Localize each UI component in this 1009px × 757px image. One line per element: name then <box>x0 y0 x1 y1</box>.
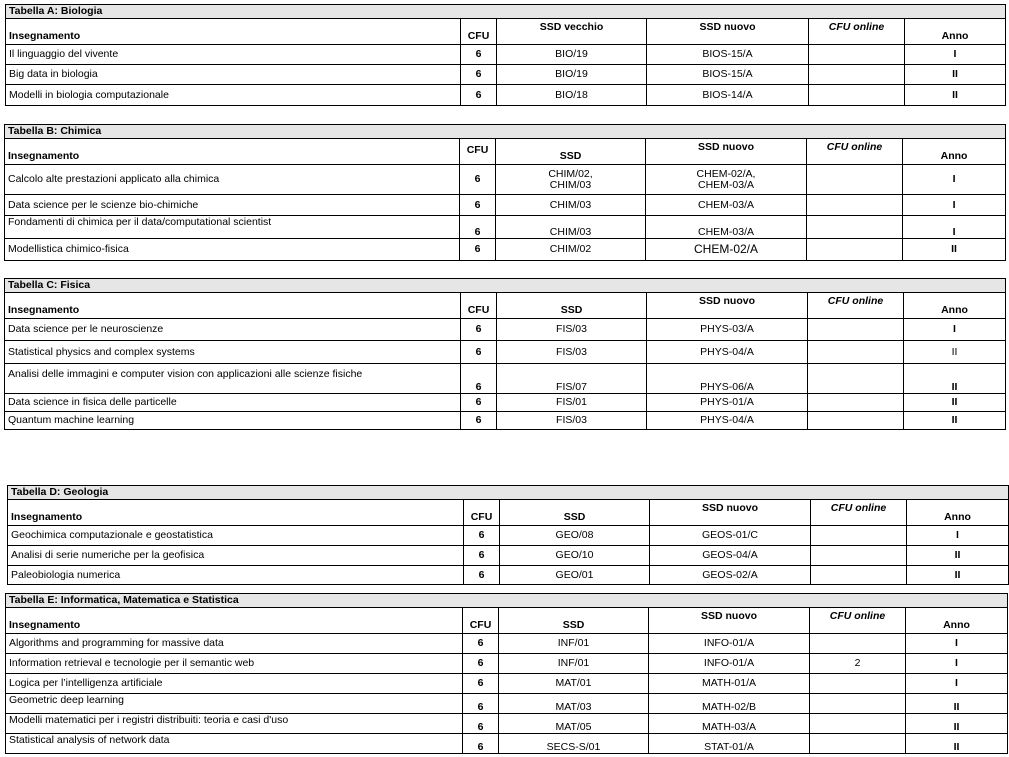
course-ssd-new: GEOS-01/C <box>650 526 811 546</box>
header-cfu-online: CFU online <box>807 139 903 165</box>
header-anno: Anno <box>906 608 1008 634</box>
course-ssd-old: FIS/07 <box>497 364 647 394</box>
header-insegnamento: Insegnamento <box>6 19 461 45</box>
course-anno: II <box>905 65 1006 85</box>
table-row <box>8 566 1009 585</box>
course-anno: I <box>907 526 1009 546</box>
header-cfu-online: CFU online <box>809 19 905 45</box>
header-ssd-nuovo: SSD nuovo <box>649 608 810 634</box>
course-anno: II <box>907 566 1009 585</box>
course-ssd-new: INFO-01/A <box>649 634 810 654</box>
header-cfu: CFU <box>461 293 497 319</box>
course-ssd-old: GEO/10 <box>500 546 650 566</box>
table-row <box>8 526 1009 546</box>
course-cfu: 6 <box>464 546 500 566</box>
table-row <box>5 341 1006 364</box>
table-title: Tabella B: Chimica <box>5 125 1006 139</box>
table-row <box>5 216 1006 239</box>
course-cfu: 6 <box>461 319 497 341</box>
course-ssd-new: PHYS-06/A <box>647 364 808 394</box>
header-ssd: SSD <box>499 608 649 634</box>
course-ssd-new: INFO-01/A <box>649 654 810 674</box>
course-cfu: 6 <box>463 674 499 694</box>
table-geologia <box>7 485 1009 585</box>
header-row <box>5 139 1006 165</box>
table-row <box>6 65 1006 85</box>
course-cfu-online <box>809 45 905 65</box>
course-cfu-online <box>809 85 905 106</box>
course-ssd-old: BIO/19 <box>497 65 647 85</box>
header-ssd-nuovo: SSD nuovo <box>646 139 807 165</box>
course-ssd-old: FIS/03 <box>497 412 647 430</box>
table-row <box>6 654 1008 674</box>
header-ssd-nuovo: SSD nuovo <box>647 293 808 319</box>
course-cfu-online <box>810 694 906 714</box>
course-name: Algorithms and programming for massive data <box>6 634 463 654</box>
header-cfu: CFU <box>461 19 497 45</box>
course-cfu-online <box>808 341 904 364</box>
table-row <box>6 674 1008 694</box>
table-row <box>5 239 1006 261</box>
course-cfu-online <box>811 546 907 566</box>
course-ssd-old: INF/01 <box>499 634 649 654</box>
header-insegnamento: Insegnamento <box>8 500 464 526</box>
table-fisica <box>4 278 1006 430</box>
table-biologia <box>5 4 1006 106</box>
header-cfu: CFU <box>464 500 500 526</box>
course-anno: II <box>907 546 1009 566</box>
table-chimica <box>4 124 1006 261</box>
course-ssd-new: CHEM-03/A <box>646 216 807 239</box>
course-name: Data science in fisica delle particelle <box>5 394 461 412</box>
course-cfu: 6 <box>461 412 497 430</box>
course-cfu-online <box>807 239 903 261</box>
table-row <box>6 634 1008 654</box>
header-ssd-vecchio: SSD vecchio <box>497 19 647 45</box>
course-cfu-online <box>807 195 903 216</box>
course-ssd-old: FIS/01 <box>497 394 647 412</box>
header-ssd: SSD <box>496 139 646 165</box>
course-ssd-old: MAT/01 <box>499 674 649 694</box>
course-ssd-old: FIS/03 <box>497 341 647 364</box>
course-cfu: 6 <box>461 364 497 394</box>
course-ssd-new: CHEM-03/A <box>646 195 807 216</box>
course-name: Statistical analysis of network data <box>6 734 463 754</box>
course-anno: I <box>905 45 1006 65</box>
course-cfu: 6 <box>460 165 496 195</box>
table-row <box>6 85 1006 106</box>
course-ssd-new: BIOS-14/A <box>647 85 809 106</box>
course-name: Logica per l’intelligenza artificiale <box>6 674 463 694</box>
course-anno: II <box>905 85 1006 106</box>
course-anno: II <box>906 734 1008 754</box>
table-row <box>5 364 1006 394</box>
course-cfu: 6 <box>463 634 499 654</box>
course-anno: II <box>906 714 1008 734</box>
course-name: Paleobiologia numerica <box>8 566 464 585</box>
table-title: Tabella A: Biologia <box>6 5 1006 19</box>
course-name: Modelli in biologia computazionale <box>6 85 461 106</box>
course-anno: II <box>904 364 1006 394</box>
table-row <box>6 45 1006 65</box>
course-anno: I <box>903 216 1006 239</box>
course-ssd-new: MATH-03/A <box>649 714 810 734</box>
course-anno: I <box>906 674 1008 694</box>
table-row <box>5 165 1006 195</box>
course-cfu-online <box>810 634 906 654</box>
course-cfu: 6 <box>461 85 497 106</box>
course-anno: II <box>904 412 1006 430</box>
course-anno: I <box>906 634 1008 654</box>
course-anno: I <box>903 165 1006 195</box>
course-ssd-old: SECS-S/01 <box>499 734 649 754</box>
course-cfu-online <box>808 319 904 341</box>
course-anno: I <box>903 195 1006 216</box>
table-row <box>8 546 1009 566</box>
course-ssd-new: GEOS-02/A <box>650 566 811 585</box>
table-row <box>5 412 1006 430</box>
table-informatica <box>5 593 1008 754</box>
course-name: Il linguaggio del vivente <box>6 45 461 65</box>
course-cfu-online <box>808 412 904 430</box>
header-cfu-online: CFU online <box>808 293 904 319</box>
header-row <box>6 19 1006 45</box>
course-cfu-online <box>811 566 907 585</box>
course-ssd-old: GEO/08 <box>500 526 650 546</box>
header-ssd: SSD <box>497 293 647 319</box>
course-cfu-online <box>810 714 906 734</box>
course-cfu: 6 <box>463 654 499 674</box>
course-anno: II <box>904 341 1006 364</box>
course-ssd-old: CHIM/03 <box>496 195 646 216</box>
course-ssd-new: MATH-02/B <box>649 694 810 714</box>
header-anno: Anno <box>905 19 1006 45</box>
course-ssd-new: GEOS-04/A <box>650 546 811 566</box>
course-cfu: 6 <box>463 694 499 714</box>
course-cfu: 6 <box>460 216 496 239</box>
course-cfu: 6 <box>464 566 500 585</box>
table-row <box>6 694 1008 714</box>
course-name: Quantum machine learning <box>5 412 461 430</box>
course-cfu: 6 <box>463 734 499 754</box>
course-anno: I <box>906 654 1008 674</box>
course-name: Data science per le neuroscienze <box>5 319 461 341</box>
course-ssd-new: BIOS-15/A <box>647 45 809 65</box>
header-insegnamento: Insegnamento <box>5 139 460 165</box>
course-ssd-old: INF/01 <box>499 654 649 674</box>
course-cfu-online <box>807 216 903 239</box>
table-title-row <box>6 594 1008 608</box>
header-row <box>6 608 1008 634</box>
course-ssd-new: PHYS-01/A <box>647 394 808 412</box>
course-name: Data science per le scienze bio-chimiche <box>5 195 460 216</box>
header-ssd: SSD <box>500 500 650 526</box>
course-cfu: 6 <box>463 714 499 734</box>
course-name: Analisi di serie numeriche per la geofisica <box>8 546 464 566</box>
header-ssd-nuovo: SSD nuovo <box>647 19 809 45</box>
header-row <box>5 293 1006 319</box>
header-cfu: CFU <box>460 139 496 165</box>
course-name: Statistical physics and complex systems <box>5 341 461 364</box>
course-cfu: 6 <box>460 195 496 216</box>
table-title: Tabella C: Fisica <box>5 279 1006 293</box>
course-name: Big data in biologia <box>6 65 461 85</box>
course-cfu-online <box>810 734 906 754</box>
course-cfu-online <box>807 165 903 195</box>
table-row <box>5 195 1006 216</box>
table-row <box>5 394 1006 412</box>
course-anno: I <box>904 319 1006 341</box>
course-ssd-old: MAT/05 <box>499 714 649 734</box>
header-cfu-online: CFU online <box>810 608 906 634</box>
course-cfu: 6 <box>464 526 500 546</box>
course-ssd-old: CHIM/03 <box>496 216 646 239</box>
course-ssd-old: BIO/19 <box>497 45 647 65</box>
course-cfu: 6 <box>460 239 496 261</box>
header-anno: Anno <box>904 293 1006 319</box>
course-name: Geometric deep learning <box>6 694 463 714</box>
course-ssd-new: PHYS-03/A <box>647 319 808 341</box>
course-ssd-new: CHEM-02/A <box>646 239 807 261</box>
course-ssd-old: GEO/01 <box>500 566 650 585</box>
course-anno: II <box>906 694 1008 714</box>
course-ssd-new: CHEM-02/A, CHEM-03/A <box>646 165 807 195</box>
table-row <box>6 714 1008 734</box>
course-ssd-old: FIS/03 <box>497 319 647 341</box>
header-row <box>8 500 1009 526</box>
course-ssd-new: PHYS-04/A <box>647 412 808 430</box>
course-name: Modelli matematici per i registri distribuiti: teoria e casi d'uso <box>6 714 463 734</box>
course-anno: II <box>903 239 1006 261</box>
course-cfu-online <box>809 65 905 85</box>
course-name: Analisi delle immagini e computer vision con applicazioni alle scienze fisiche <box>5 364 461 394</box>
header-insegnamento: Insegnamento <box>6 608 463 634</box>
course-name: Geochimica computazionale e geostatistica <box>8 526 464 546</box>
course-cfu-online <box>808 364 904 394</box>
course-cfu-online <box>808 394 904 412</box>
course-anno: II <box>904 394 1006 412</box>
course-ssd-new: STAT-01/A <box>649 734 810 754</box>
header-insegnamento: Insegnamento <box>5 293 461 319</box>
header-cfu: CFU <box>463 608 499 634</box>
header-anno: Anno <box>903 139 1006 165</box>
table-title-row <box>5 125 1006 139</box>
course-ssd-new: BIOS-15/A <box>647 65 809 85</box>
course-ssd-old: CHIM/02, CHIM/03 <box>496 165 646 195</box>
course-cfu: 6 <box>461 394 497 412</box>
course-cfu: 6 <box>461 45 497 65</box>
course-cfu-online <box>811 526 907 546</box>
table-title-row <box>5 279 1006 293</box>
course-name: Modellistica chimico-fisica <box>5 239 460 261</box>
course-name: Calcolo alte prestazioni applicato alla chimica <box>5 165 460 195</box>
table-title-row <box>8 486 1009 500</box>
course-name: Fondamenti di chimica per il data/computational scientist <box>5 216 460 239</box>
table-title-row <box>6 5 1006 19</box>
course-ssd-old: BIO/18 <box>497 85 647 106</box>
table-row <box>5 319 1006 341</box>
table-title: Tabella D: Geologia <box>8 486 1009 500</box>
header-cfu-online: CFU online <box>811 500 907 526</box>
course-cfu: 6 <box>461 341 497 364</box>
course-name: Information retrieval e tecnologie per il semantic web <box>6 654 463 674</box>
course-cfu: 6 <box>461 65 497 85</box>
header-anno: Anno <box>907 500 1009 526</box>
course-cfu-online <box>810 674 906 694</box>
table-row <box>6 734 1008 754</box>
table-title: Tabella E: Informatica, Matematica e Statistica <box>6 594 1008 608</box>
course-cfu-online: 2 <box>810 654 906 674</box>
course-ssd-new: PHYS-04/A <box>647 341 808 364</box>
header-ssd-nuovo: SSD nuovo <box>650 500 811 526</box>
course-ssd-old: MAT/03 <box>499 694 649 714</box>
course-ssd-old: CHIM/02 <box>496 239 646 261</box>
course-ssd-new: MATH-01/A <box>649 674 810 694</box>
